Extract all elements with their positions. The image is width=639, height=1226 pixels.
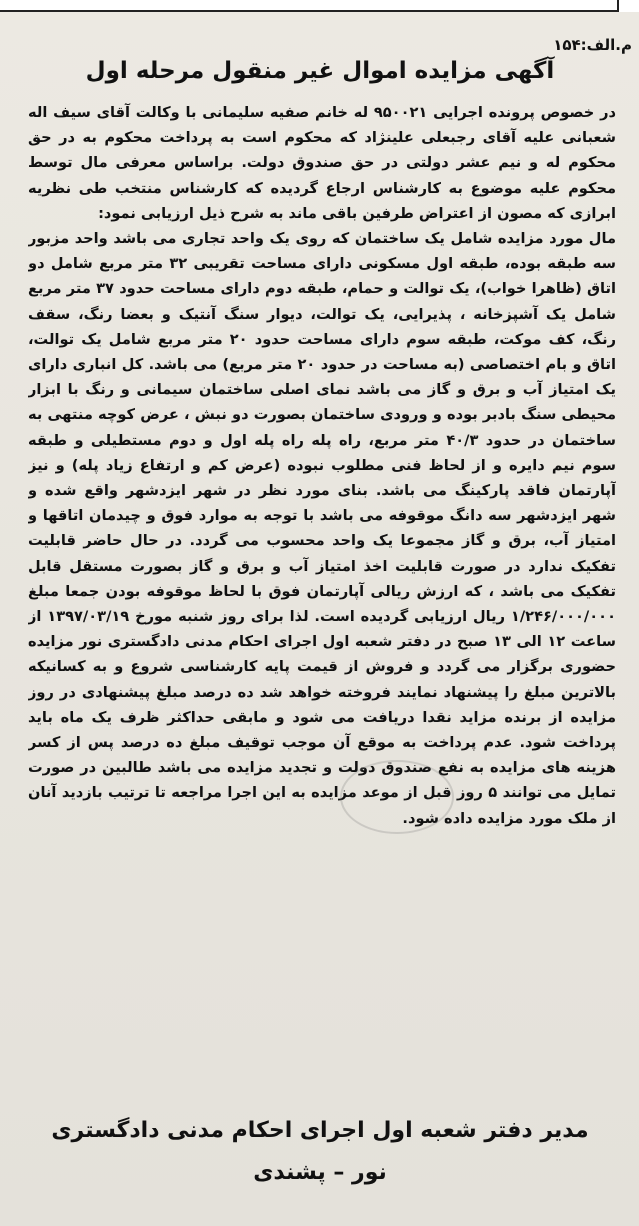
notice-title: آگهی مزایده اموال غیر منقول مرحله اول [85,58,555,84]
signature-location: نور – پشندی [253,1160,387,1185]
signature-title: مدیر دفتر شعبه اول اجرای احکام مدنی دادگستری [51,1118,589,1143]
clipping-top-edge [0,0,639,12]
faded-stamp-mark [340,760,454,834]
reference-number: م.الف:۱۵۴ [553,36,632,54]
notice-paragraph-case: در خصوص پرونده اجرایی ۹۵۰۰۲۱ له خانم صفیه سلیمانی با وکالت آقای سیف اله شعبانی علیه آقای رجبعلی علینژاد که محکوم است به پرداخت محکوم به در حق محکوم له و نیم عشر دولتی در حق صندوق دولت. براساس معرفی مال توسط محکوم علیه موضوع به کارشناس ارجاع گردیده که کارشناس منتخب طی نظریه ابرازی که مصون از اعتراض طرفین باقی ماند به شرح ذیل ارزیابی نمود: [28,104,616,222]
notice-body [28,100,616,1040]
clipping-corner [617,0,639,12]
notice-paragraph-property: مال مورد مزایده شامل یک ساختمان که روی یک واحد تجاری می باشد واحد مزبور سه طبقه بوده، طبقه اول مسکونی دارای مساحت تقریبی ۳۲ متر مربع شامل دو اتاق (ظاهرا خواب)، یک توالت و حمام، طبقه دوم دارای مساحت حدود ۳۷ متر مربع شامل یک آشپزخانه ، پذیرایی، یک توالت، دیوار سنگ آنتیک و بعضا رنگ، سقف رنگ، کف موکت، طبقه سوم دارای مساحت حدود ۲۰ متر مربع شامل یک توالت، اتاق و بام اختصاصی (به مساحت در حدود ۲۰ متر مربع) می باشد. کل انباری دارای یک امتیاز آب و برق و گاز می باشد نمای اصلی ساختمان سیمانی و رنگ با ابزار محیطی سنگ بادبر بوده و ورودی ساختمان بصورت دو نبش ، عرض کوچه منتهی به ساختمان در حدود ۴۰/۳ متر مربع، راه پله راه پله اول و دوم مستطیلی و طبقه سوم نیم دایره و از لحاظ فنی مطلوب نبوده (عرض کم و ارتفاع زیاد پله) و نیز آپارتمان فاقد پارکینگ می باشد. بنای مورد نظر در شهر ایزدشهر واقع شده و شهر ایزدشهر سه دانگ موقوفه می باشد با توجه به موارد فوق و چیدمان اتاقها و امتیاز آب، برق و گاز مجموعا یک واحد محسوب می گردد. در حال حاضر قابلیت تفکیک ندارد در صورت قابلیت اخذ امتیاز آب و برق و گاز بصورت مستقل قابل تفکیک می باشد ، که ارزش ریالی آپارتمان فوق با لحاظ موقوفه بودن جمعا مبلغ ۱/۲۴۶/۰۰۰/۰۰۰ ریال ارزیابی گردیده است. لذا برای روز شنبه مورخ ۱۳۹۷/۰۳/۱۹ از ساعت ۱۲ الی ۱۳ صبح در دفتر شعبه اول اجرای احکام مدنی دادگستری نور مزایده حضوری برگزار می گردد و فروش از قیمت پایه کارشناسی شروع و به کسانیکه بالاترین مبلغ را پیشنهاد نمایند فروخته خواهد شد ده درصد مبلغ پیشنهادی در روز مزایده از برنده مزاید نقدا دریافت می شود و مابقی حداکثر ظرف یک ماه باید پرداخت شود. عدم پرداخت به موقع آن موجب توقیف مبلغ ده درصد پس از کسر هزینه های مزایده به نفع صندوق دولت و تجدید مزایده می باشد طالبین در صورت تمایل می توانند ۵ روز قبل از موعد مزایده به این اجرا مراجعه تا ترتیب بازدید آنان از ملک مورد مزایده داده شود. [28,230,616,827]
